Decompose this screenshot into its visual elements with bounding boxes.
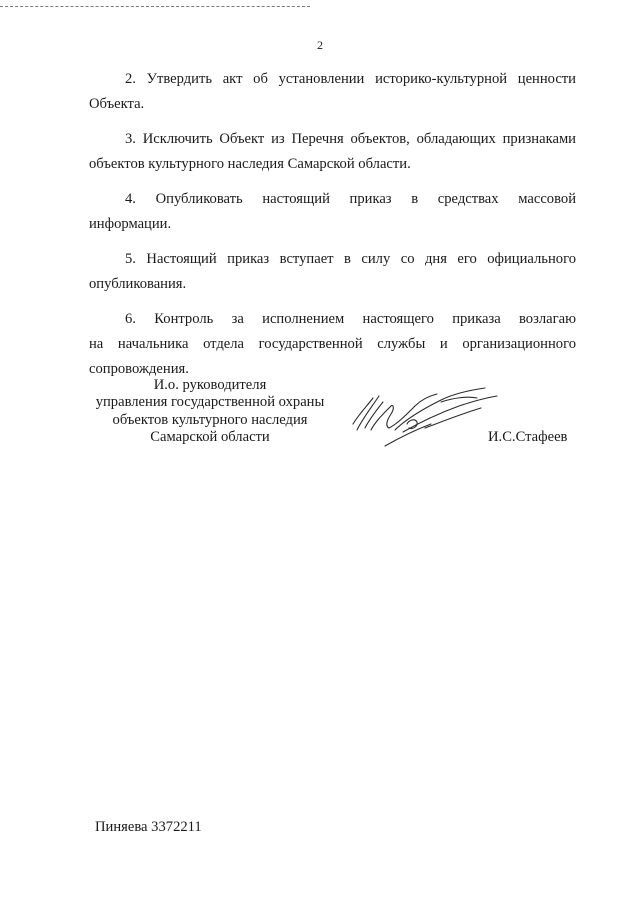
paragraph-2 (89, 67, 576, 92)
paragraph-5-continuation (89, 272, 576, 297)
paragraph-2-continuation (89, 92, 576, 117)
signatory-title-line: управления государственной охраны (95, 394, 325, 411)
paragraph-3-continuation (89, 152, 576, 177)
signatory-name: И.С.Стафеев (488, 429, 568, 445)
paragraph-4-continuation (89, 212, 576, 237)
paragraph-2-rest: Объекта. (89, 96, 145, 112)
handwritten-signature (345, 384, 505, 450)
scan-top-rule (0, 6, 310, 7)
paragraph-3-lead: 3. Исключить Объект из Перечня объектов, обладающих признаками (125, 131, 576, 147)
paragraph-5-lead: 5. Настоящий приказ вступает в силу со дня его официального (125, 251, 576, 267)
paragraph-4-lead: 4. Опубликовать настоящий приказ в средствах массовой (125, 191, 576, 207)
paragraph-2-lead: 2. Утвердить акт об установлении историко-культурной ценности (125, 71, 576, 87)
paragraph-5 (89, 247, 576, 272)
signatory-title-line: объектов культурного наследия (112, 411, 308, 428)
signatory-title-line: Самарской области (150, 429, 270, 446)
paragraph-3 (89, 127, 576, 152)
executor-contact: Пиняева 3372211 (95, 819, 202, 835)
paragraph-6-rest: сопровождения. (89, 361, 189, 377)
paragraph-3-rest: объектов культурного наследия Самарской области. (89, 156, 411, 172)
signatory-title (80, 377, 340, 447)
document-body (89, 67, 576, 392)
paragraph-6-lead: 6. Контроль за исполнением настоящего приказа возлагаю (125, 311, 576, 327)
paragraph-4 (89, 187, 576, 212)
paragraph-6 (89, 307, 576, 332)
signatory-title-line: И.о. руководителя (153, 377, 267, 393)
paragraph-4-rest: информации. (89, 216, 172, 232)
paragraph-6-middle (89, 332, 576, 357)
paragraph-6-mid: на начальника отдела государственной службы и организационного (89, 336, 576, 352)
page-number: 2 (317, 38, 323, 52)
paragraph-5-rest: опубликования. (89, 276, 187, 292)
